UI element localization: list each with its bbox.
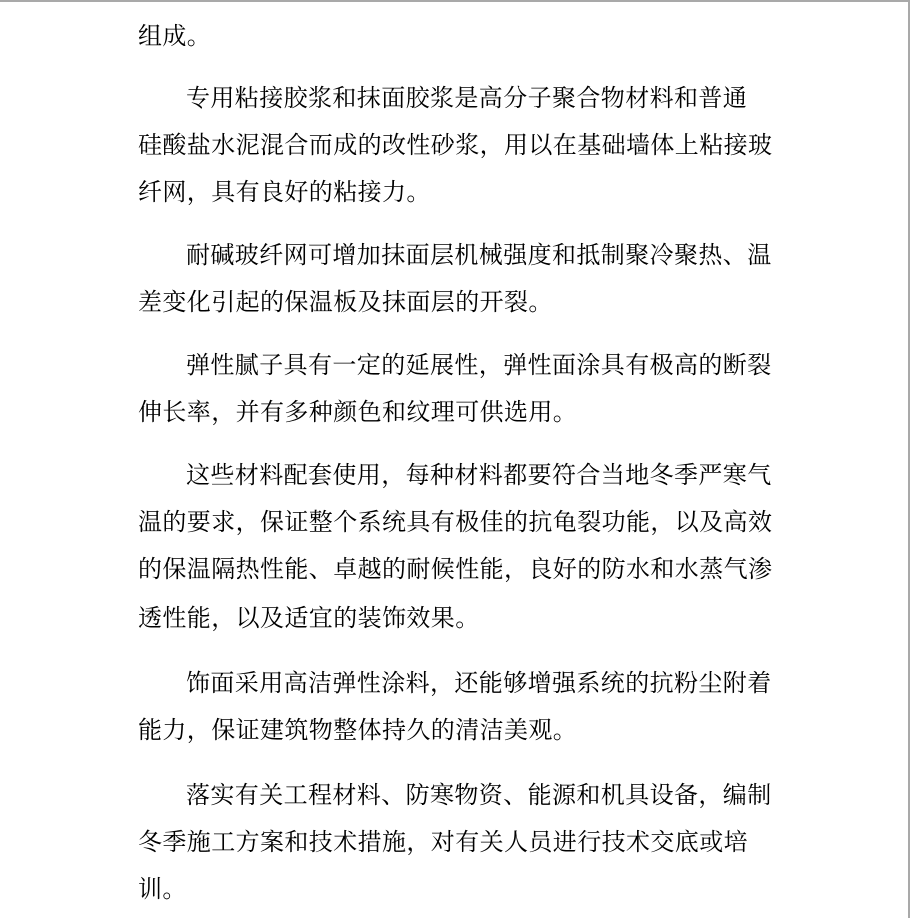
paragraph-line: 饰面采用高洁弹性涂料，还能够增强系统的抗粉尘附着 — [186, 669, 772, 697]
paragraph-line: 纤网，具有良好的粘接力。 — [138, 178, 431, 206]
paragraph-line: 能力，保证建筑物整体持久的清洁美观。 — [138, 716, 578, 744]
document-page — [0, 2, 908, 918]
paragraph-line: 温的要求，保证整个系统具有极佳的抗龟裂功能，以及高效 — [138, 508, 773, 536]
paragraph-line: 的保温隔热性能、卓越的耐候性能，良好的防水和水蒸气渗 — [138, 555, 773, 583]
paragraph-line: 差变化引起的保温板及抹面层的开裂。 — [138, 288, 553, 316]
paragraph-line: 落实有关工程材料、防寒物资、能源和机具设备，编制 — [186, 781, 772, 809]
paragraph-line: 硅酸盐水泥混合而成的改性砂浆，用以在基础墙体上粘接玻 — [138, 131, 773, 159]
paragraph-line: 组成。 — [138, 22, 212, 50]
paragraph-line: 弹性腻子具有一定的延展性，弹性面涂具有极高的断裂 — [186, 351, 772, 379]
paragraph-line: 训。 — [138, 875, 187, 903]
paragraph-line: 冬季施工方案和技术措施，对有关人员进行技术交底或培 — [138, 828, 748, 856]
paragraph-line: 耐碱玻纤网可增加抹面层机械强度和抵制聚冷聚热、温 — [186, 241, 772, 269]
paragraph-line: 这些材料配套使用，每种材料都要符合当地冬季严寒气 — [186, 461, 772, 489]
paragraph-line: 专用粘接胶浆和抹面胶浆是高分子聚合物材料和普通 — [186, 84, 748, 112]
paragraph-line: 伸长率，并有多种颜色和纹理可供选用。 — [138, 398, 578, 426]
paragraph-line: 透性能，以及适宜的装饰效果。 — [138, 604, 480, 632]
